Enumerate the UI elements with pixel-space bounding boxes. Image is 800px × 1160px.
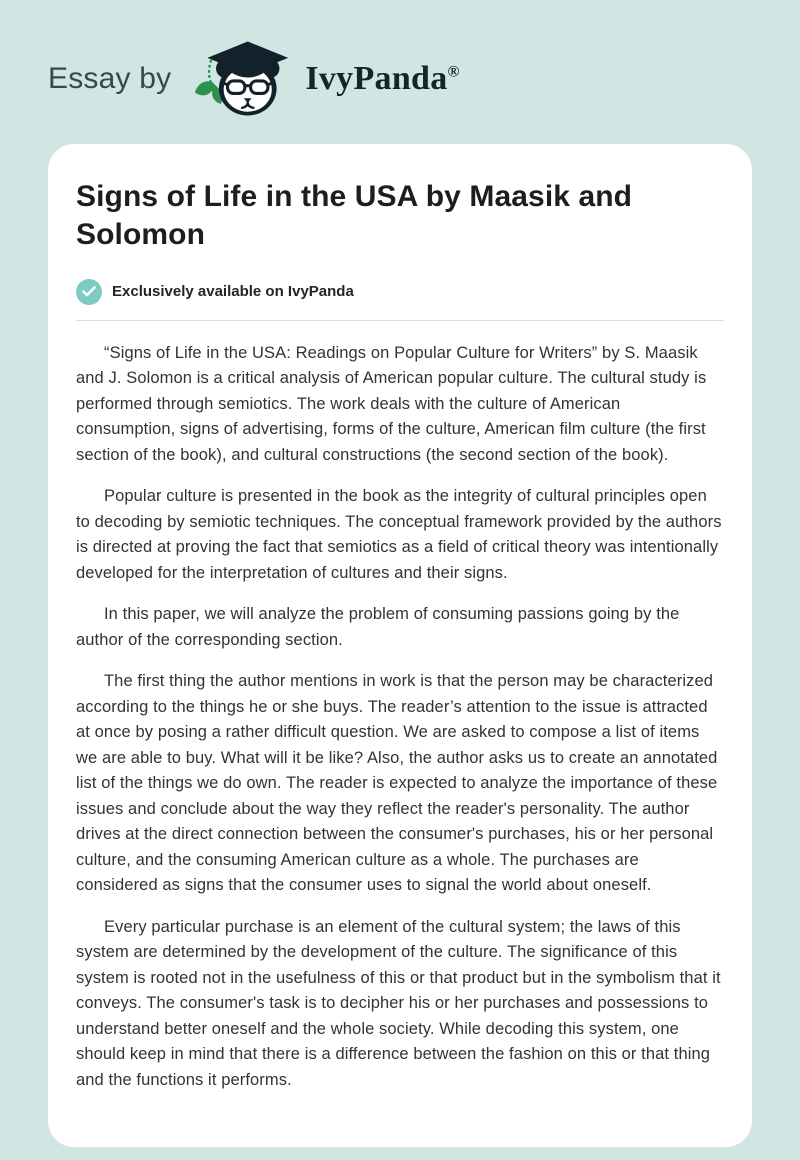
essay-paragraph-1: “Signs of Life in the USA: Readings on Popular Culture for Writers” by S. Maasik and J. Solomon is a critical analysis of American popular culture. The cultural study is performed through semiotics. The work deals with the culture of American consumption, signs of advertising, forms of the culture, American film culture (the first section of the book), and cultural constructions (the second section of the book). bbox=[76, 343, 707, 464]
essay-paragraph-4: The first thing the author mentions in work is that the person may be characterized according to the things he or she buys. The reader’s attention to the issue is attracted at once by posing a rather difficult question. We are asked to compose a list of items we are able to buy. What will it be like? Also, the author asks us to create an annotated list of the things we do own. The reader is expected to analyze the importance of these issues and conclude about the way they reflect the reader's personality. The author drives at the direct connection between the consumer's purchases, his or her personal culture, and the consuming American culture as a whole. The purchases are considered as signs that the consumer uses to signal the world about oneself. bbox=[76, 672, 718, 895]
brand-name bbox=[305, 60, 459, 98]
essay-title: Signs of Life in the USA by Maasik and Solomon bbox=[76, 180, 633, 252]
badge-label: Exclusively available on IvyPanda bbox=[112, 283, 354, 301]
registered-mark: ® bbox=[447, 63, 460, 81]
brand-text: IvyPanda bbox=[305, 60, 448, 97]
divider bbox=[76, 320, 724, 321]
exclusive-badge bbox=[76, 279, 724, 305]
essay-card bbox=[48, 144, 752, 1147]
panda-graduate-icon bbox=[191, 38, 291, 120]
essay-by-label: Essay by bbox=[48, 62, 172, 95]
essay-paragraph-2: Popular culture is presented in the book as the integrity of cultural principles open to decoding by semiotic techniques. The conceptual framework provided by the authors is directed at proving the fact that semiotics as a field of critical theory was intentionally developed for the interpretation of cultures and their signs. bbox=[76, 487, 722, 582]
ivypanda-logo bbox=[191, 38, 291, 120]
essay-paragraph-3: In this paper, we will analyze the problem of consuming passions going by the author of the corresponding section. bbox=[76, 605, 680, 649]
essay-paragraph-5: Every particular purchase is an element of the cultural system; the laws of this system are determined by the development of the culture. The significance of this system is rooted not in the usefulness of this or that product but in the symbolism that it conveys. The consumer's task is to decipher his or her purchases and possessions to understand better oneself and the whole society. While decoding this system, one should keep in mind that there is a difference between the fashion on this or that thing and the functions it performs. bbox=[76, 917, 721, 1089]
check-icon bbox=[76, 279, 102, 305]
site-header bbox=[0, 0, 800, 144]
